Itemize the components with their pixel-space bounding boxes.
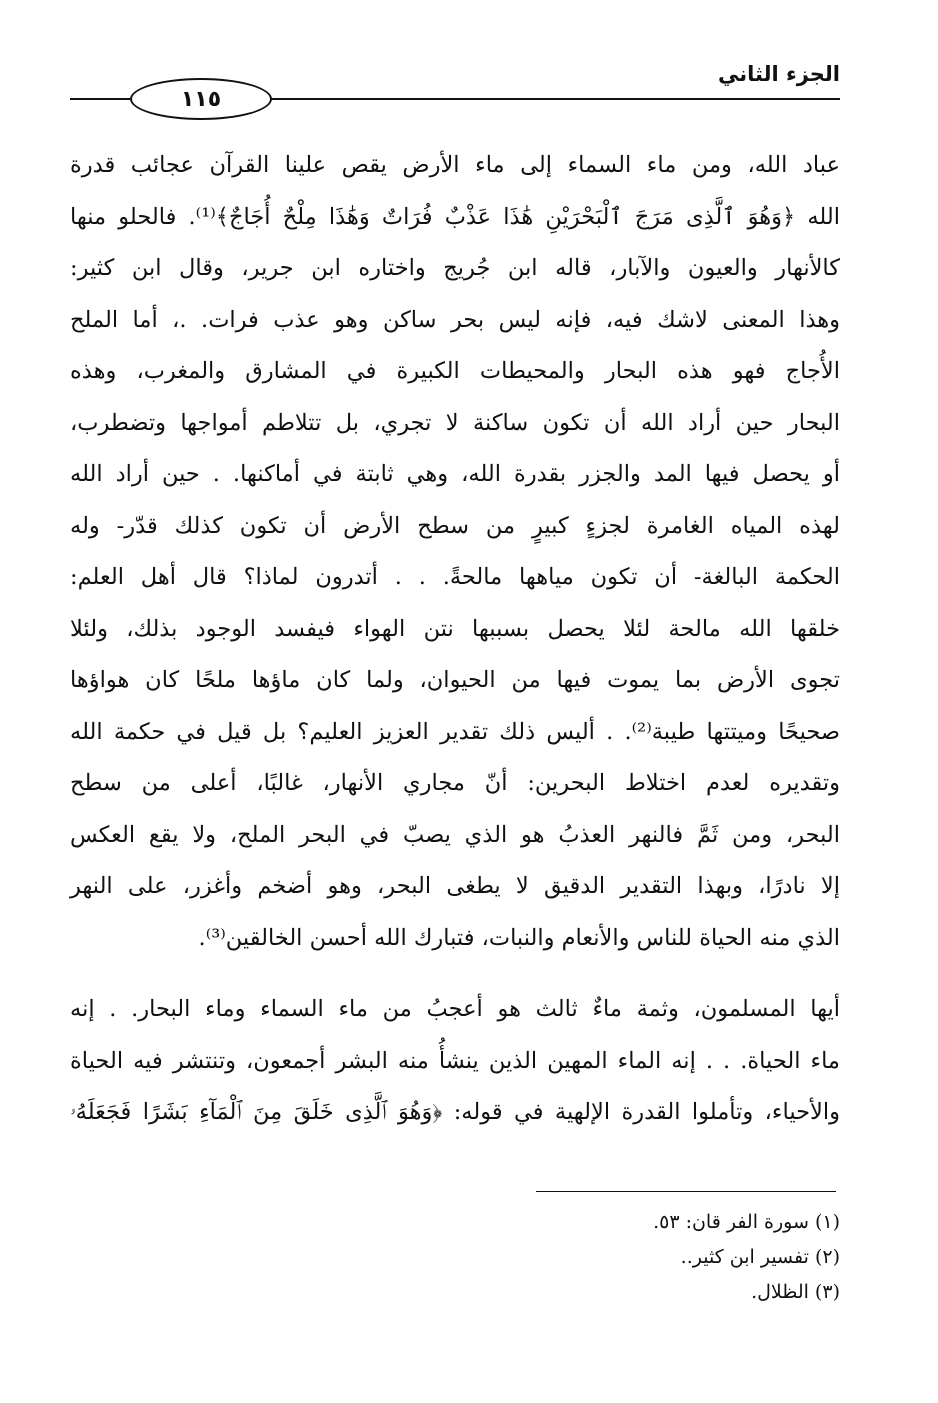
text-line: أيها المسلمون، وثمة ماءٌ ثالث هو أعجبُ من ماء السماء وماء البحار. . إنه xyxy=(70,996,840,1022)
text-line: الله ﴿وَهُوَ ٱلَّذِى مَرَجَ ٱلْبَحْرَيْنِ هَٰذَا عَذْبٌ فُرَاتٌ وَهَٰذَا مِلْحٌ أُجَاجٌ﴾⁽¹⁾. فالحلو منها xyxy=(70,203,840,230)
paragraph-1 xyxy=(70,140,840,964)
text-line: لهذه المياه الغامرة لجزءٍ كبيرٍ من سطح الأرض أن تكون كذلك قدّر- وله xyxy=(70,512,840,539)
text-line: وهذا المعنى لاشك فيه، فإنه ليس بحر ساكن وهو عذب فرات. .، أما الملح xyxy=(70,306,840,333)
text-line: أو يحصل فيها المد والجزر بقدرة الله، وهي ثابتة في أماكنها. . حين أراد الله xyxy=(70,461,840,487)
text-line: خلقها الله مالحة لئلا يحصل بسببها نتن الهواء فيفسد الوجود بذلك، ولئلا xyxy=(70,615,840,642)
text-line: الذي منه الحياة للناس والأنعام والنبات، فتبارك الله أحسن الخالقين⁽³⁾. xyxy=(198,924,840,951)
footnote-1: (١) سورة الفر قان: ٥٣. xyxy=(653,1211,840,1233)
text-line: وتقديره لعدم اختلاط البحرين: أنّ مجاري الأنهار، غالبًا، أعلى من سطح xyxy=(70,770,840,796)
text-line: ماء الحياة. . . إنه الماء المهين الذين ينشأُ منه البشر أجمعون، وتنتشر فيه الحياة xyxy=(70,1047,840,1074)
paragraph-gap xyxy=(70,964,840,984)
text-line: البحر، ومن ثَمَّ فالنهر العذبُ هو الذي يصبّ في البحر الملح، ولا يقع العكس xyxy=(70,821,840,848)
text-line: تجوى الأرض بما يموت فيها من الحيوان، ولما كان ماؤها ملحًا كان هواؤها xyxy=(70,667,840,693)
text-line: والأحياء، وتأملوا القدرة الإلهية في قوله: ﴿وَهُوَ ٱلَّذِى خَلَقَ مِنَ ٱلْمَآءِ بَشَرًا فَجَعَلَهُۥ xyxy=(70,1099,840,1125)
footnote-rule xyxy=(536,1191,836,1192)
footnote-3: (٣) الظلال. xyxy=(751,1281,840,1303)
text-line: الحكمة البالغة- أن تكون مياهها مالحةً. . . أتدرون لماذا؟ قال أهل العلم: xyxy=(70,564,840,590)
text-line: كالأنهار والعيون والآبار، قاله ابن جُريج واختاره ابن جرير، وقال ابن كثير: xyxy=(70,255,840,281)
text-line: عباد الله، ومن ماء السماء إلى ماء الأرض يقص علينا القرآن عجائب قدرة xyxy=(70,152,840,178)
page-number: ١١٥ xyxy=(130,78,272,120)
text-line: البحار حين أراد الله أن تكون ساكنة لا تجري، بل تتلاطم أمواجها وتضطرب، xyxy=(70,409,840,436)
paragraph-2 xyxy=(70,984,840,1139)
running-title: الجزء الثاني xyxy=(717,62,840,86)
body-text xyxy=(70,140,840,1139)
text-line: صحيحًا وميتتها طيبة⁽²⁾. . أليس ذلك تقدير العزيز العليم؟ بل قيل في حكمة الله xyxy=(70,718,840,745)
text-line: الأُجاج فهو هذه البحار والمحيطات الكبيرة في المشارق والمغرب، وهذه xyxy=(70,358,840,384)
text-line: إلا نادرًا، وبهذا التقدير الدقيق لا يطغى البحر، وهو أضخم وأغزر، على النهر xyxy=(70,873,840,899)
footnote-2: (٢) تفسير ابن كثير.. xyxy=(680,1246,840,1268)
footnotes xyxy=(70,1205,840,1310)
page-header xyxy=(70,58,840,112)
